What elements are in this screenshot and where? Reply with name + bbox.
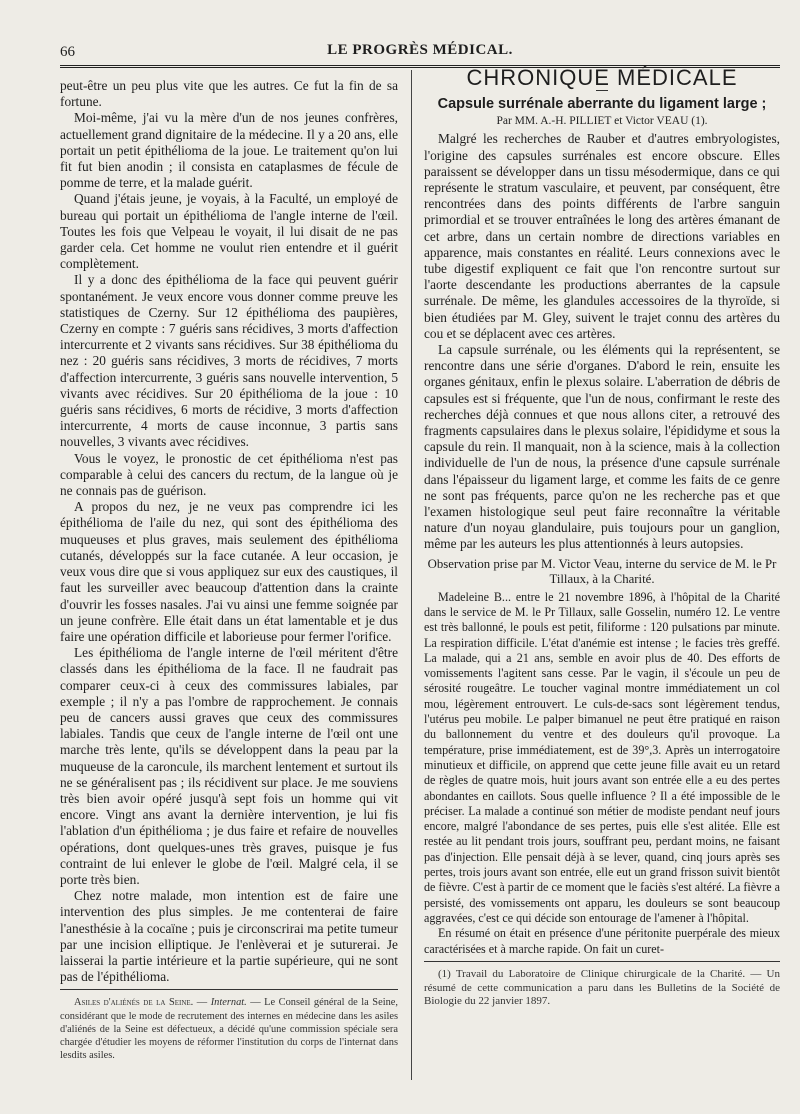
- section-title: CHRONIQUE MÉDICALE: [466, 65, 738, 90]
- observation-text: Madeleine B... entre le 21 novembre 1896, à l'hôpital de la Charité dans le service de M. le Pr Tillaux, salle Gosselin, numéro 12. Le ventre est très ballonné, le pouls est petit, filiforme : 120 pulsations par minute. La respiration difficile. L'état d'anémie est intense ; le facies très greffé. La malade, qui a 21 ans, semble en avoir plus de 40. Des efforts de vomissements l'agitent sans cesse. Par le vagin, il s'écoule un peu de sérosité rougeâtre. Le toucher vaginal montre immédiatement un col mou, légèrement entrouvert. Le culs-de-sacs sont légèrement tendus, l'utérus peu mobile. Le palper bimanuel ne peut être pratiqué en raison du ballonnement du ventre et des douleurs qu'il provoque. La température, prise immédiatement, est de 39°,3. Après un interrogatoire minutieux et difficile, on apprend que cette jeune fille avait eu un retard de règles de quatre mois, huit jours avant son entrée elle a eu des pertes abondantes en caillots. Sous quelle influence ? Il a été impossible de le préciser. La malade a continué son métier de modiste pendant neuf jours encore, malgré l'abondance de ses pertes, puis elle s'est alitée. Elle est restée au lit pendant trois jours, souffrant peu, perdant moins, ne faisant pas d'injection. Elle pensait déjà à se lever, quand, cinq jours après ses pertes, trois jours avant son entrée, elle eut un grand frisson suivit bientôt de fièvre. C'est à partir de ce moment que le faciès s'est altéré. La fièvre a persisté, des vomissements ont apparu, les douleurs se sont beaucoup aggravées, c'est ce qui décide son entourage de l'amener à l'hôpital.: [424, 589, 780, 925]
- title-dash: [596, 90, 608, 91]
- observation-heading: Observation prise par M. Victor Veau, interne du service de M. le Pr Tillaux, à la Charité.: [427, 556, 777, 587]
- paragraph: Chez notre malade, mon intention est de faire une intervention des plus simples. Je me contenterai de faire l'anesthésie à la cocaïne ; puis je circonscrirai ma petite tumeur par une incision elliptique. Je l'enlèverai et je suturerai. Je laisserai la partie intérieure et la partie supérieure, qui ne sont pas de l'épithélioma.: [60, 888, 398, 985]
- paragraph: Moi-même, j'ai vu la mère d'un de nos jeunes confrères, actuellement grand dignitaire de la médecine. Il y a 20 ans, elle portait un petit épithélioma de la joue. Le traitement qu'on lui fit fut bien anodin ; il consista en cataplasmes de fécule de pomme de terre, et la malade guérit.: [60, 110, 398, 191]
- left-column: [60, 78, 398, 1062]
- byline: Par MM. A.-H. PILLIET et Victor VEAU (1).: [496, 115, 708, 128]
- right-column: [424, 65, 780, 1009]
- paragraph: Vous le voyez, le pronostic de cet épithélioma n'est pas comparable à celui des cancers du rectum, de la langue où je ne connais pas de guérison.: [60, 450, 398, 499]
- page-number: 66: [60, 44, 75, 60]
- paragraph: Quand j'étais jeune, je voyais, à la Faculté, un employé de bureau qui portait un épithélioma de l'angle interne de l'œil. Toutes les fois que Velpeau le voyait, il lui disait de ne pas garder cela. Cet homme ne voulut rien entendre et il guérit complètement.: [60, 191, 398, 272]
- observation-text: En résumé on était en présence d'une péritonite puerpérale des mieux caractérisées et à marche rapide. On fait un curet-: [424, 926, 780, 956]
- note-rule: [60, 989, 398, 990]
- paragraph: A propos du nez, je ne veux pas comprendre ici les épithélioma de l'aile du nez, qui sont des épithélioma des muqueuses et plus graves, mais seulement des épithélioma cutanés, développés sur la face cutanée. A leur occasion, je veux vous dire que si vous appliquez sur eux des caustiques, il faut les surveiller avec beaucoup d'attention dans la crainte d'ouvrir les fosses nasales. J'ai vu ainsi une femme soignée par un jeune confrère. Elle était dans un état lamentable et je dus faire une opération difficile et laborieuse pour fermer l'orifice.: [60, 499, 398, 644]
- footnote: (1) Travail du Laboratoire de Clinique chirurgicale de la Charité. — Un résumé de cette communication a paru dans les Bulletins de la Société de Biologie du 22 janvier 1897.: [424, 967, 780, 1008]
- note-head: Asiles d'aliénés de la Seine.: [74, 997, 194, 1009]
- paragraph: Il y a donc des épithélioma de la face qui peuvent guérir spontanément. Je veux encore vous donner comme preuve les statistiques de Czerny. Sur 12 épithélioma des paupières, Czerny en compte : 7 guéris sans récidives, 3 morts d'affection intercurrente et 2 vivants sans récidives. Sur 38 épithélioma du nez : 20 guéris sans récidives, 3 morts de récidives, 7 morts d'affection intercurrente, 3 guéris sans nouvelle intervention, 5 vivants avec récidives. Sur 20 épithélioma de la joue : 10 guéris sans récidives, 6 morts de récidive, 3 morts d'affection intercurrente, 4 morts de cause inconnue, 3 partis sans nouvelles, 3 vivants avec récidives.: [60, 272, 398, 450]
- note-label: Internat.: [210, 997, 247, 1009]
- paragraph: Malgré les recherches de Rauber et d'autres embryologistes, l'origine des capsules surrénales est encore obscure. Elles paraissent se développer dans un tissu mésodermique, dans ce qui représente le stratum vasculaire, et peuvent, par conséquent, être rencontrées dans des points différents de l'arbre sanguin primordial et se trouver entraînées le long des artères émanant de cet arbre, dans un certain nombre de directions variables en apparence, mais constantes en réalité. Leurs connexions avec le tube digestif expliquent ce fait que l'on rencontre surtout sur l'aorte descendante les productions aberrantes de la capsule surrénale. De même, les glandules accessoires de la thyroïde, si bien étudiées par M. Gley, suivent le trajet connu des artères du cou et se déplacent avec ces artères.: [424, 131, 780, 341]
- page-header: [60, 42, 780, 64]
- note-body: — Le Conseil général de la Seine, considérant que le mode de recrutement des internes en médecine dans les asiles d'aliénés de la Seine est défectueux, a décidé qu'une commission spéciale sera chargée d'étudier les moyens de réformer l'institution du corps de l'internat dans lesdits asiles.: [60, 997, 398, 1062]
- journal-title: LE PROGRÈS MÉDICAL.: [327, 42, 513, 58]
- paragraph: La capsule surrénale, ou les éléments qui la représentent, se rencontre dans une série d'organes. D'abord le rein, ensuite les organes génitaux, enfin le plexus solaire. L'aberration de débris de capsules est si fréquente, que l'un de nous, confirmant le reste des recherches déjà connues et que nous allons citer, a retrouvé des fragments capsulaires dans le plexus solaire, l'épididyme et sous la capsule du rein. Il manquait, non à la science, mais à la collection individuelle de l'un de nous, la présence d'une capsule surrénale dans l'épaisseur du ligament large, et comme les faits de ce genre ne sont pas fréquents, parce qu'on ne les recherche pas et que l'examen histologique seul peut faire reconnaître la véritable nature d'un noyau glandulaire, puis toujours pour un ganglion, même par les auteurs les plus attentionnés à leurs autopsies.: [424, 342, 780, 552]
- column-divider: [411, 70, 412, 1080]
- paragraph: peut-être un peu plus vite que les autres. Ce fut la fin de sa fortune.: [60, 78, 398, 110]
- footnote-rule: [424, 961, 780, 962]
- article-title: Capsule surrénale aberrante du ligament large ;: [437, 96, 767, 113]
- paragraph: Les épithélioma de l'angle interne de l'œil méritent d'être classés dans les épithélioma de la face. Il ne faudrait pas comparer ceux-ci à ceux des commissures labiales, par exemple ; il n'y a pas l'ombre de rapprochement. Je connais peu de cancers aussi graves que ceux des commissures labiales. Tandis que ceux de l'angle interne de l'œil ont une marche très lente, qu'ils se développent dans la peau par la muqueuse de la caroncule, ils marchent lentement et surtout ils ne se généralisent pas ; ils récidivent sur place. Je me souviens très bien avoir opéré jusqu'à sept fois un homme qui vit encore. Vingt ans avant la dernière intervention, je lui fis l'ablation d'un épithélioma ; je dus faire et refaire de nouvelles opérations, dont quelques-unes très graves, puisque je fus contraint de lui enlever le globe de l'œil. Malgré cela, il se porte très bien.: [60, 645, 398, 887]
- news-note: [60, 996, 398, 1062]
- note-separator: —: [193, 997, 211, 1009]
